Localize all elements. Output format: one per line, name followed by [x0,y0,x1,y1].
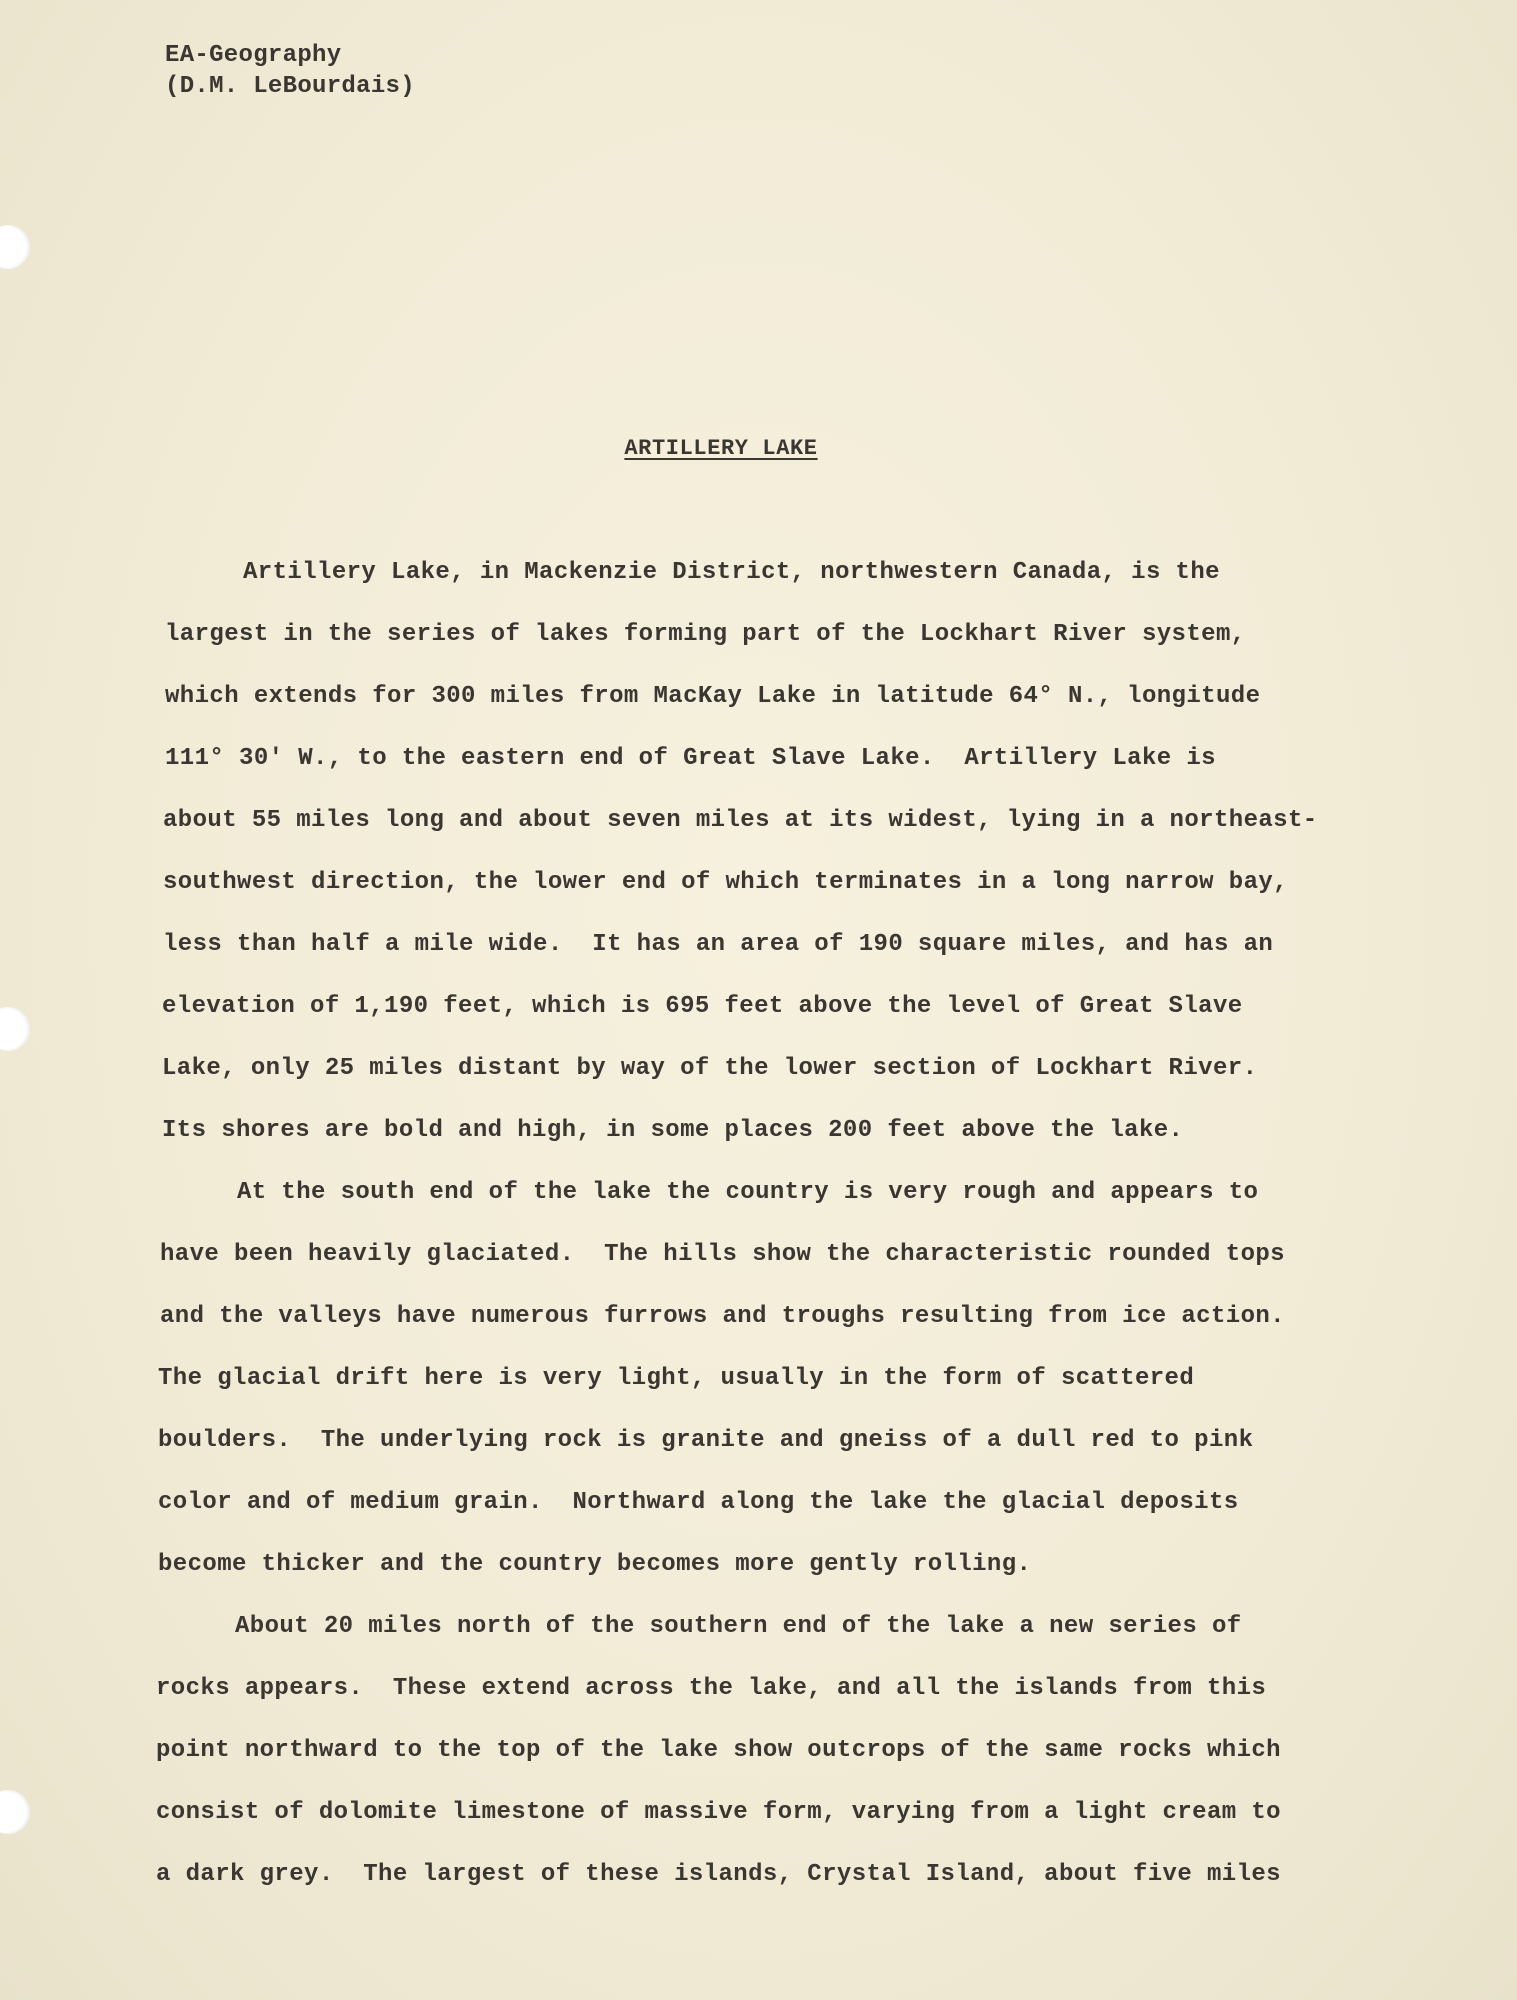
text-line: and the valleys have numerous furrows and troughs resulting from ice action. [160,1303,1285,1330]
text-line: less than half a mile wide. It has an area of 190 square miles, and has an [163,931,1274,958]
text-line: Lake, only 25 miles distant by way of the lower section of Lockhart River. [162,1055,1258,1082]
text-line: which extends for 300 miles from MacKay Lake in latitude 64° N., longitude [165,683,1261,710]
text-line: At the south end of the lake the country is very rough and appears to [237,1179,1259,1206]
text-line: elevation of 1,190 feet, which is 695 feet above the level of Great Slave [162,993,1243,1020]
text-line: 111° 30' W., to the eastern end of Great Slave Lake. Artillery Lake is [165,745,1216,772]
text-line: about 55 miles long and about seven miles at its widest, lying in a northeast- [163,807,1318,834]
header-author: (D.M. LeBourdais) [165,73,415,100]
document-header [165,40,415,102]
text-line: become thicker and the country becomes more gently rolling. [158,1551,1032,1578]
text-line: consist of dolomite limestone of massive form, varying from a light cream to [156,1799,1281,1826]
punch-hole [0,1007,30,1051]
text-line: The glacial drift here is very light, usually in the form of scattered [158,1365,1195,1392]
header-subject: EA-Geography [165,42,342,69]
text-line: boulders. The underlying rock is granite and gneiss of a dull red to pink [158,1427,1254,1454]
text-line: point northward to the top of the lake show outcrops of the same rocks which [156,1737,1281,1764]
text-line: southwest direction, the lower end of which terminates in a long narrow bay, [163,869,1288,896]
page-title: ARTILLERY LAKE [624,436,818,461]
text-line: have been heavily glaciated. The hills show the characteristic rounded tops [160,1241,1285,1268]
text-line: rocks appears. These extend across the lake, and all the islands from this [156,1675,1267,1702]
text-line: a dark grey. The largest of these islands, Crystal Island, about five miles [156,1861,1281,1888]
text-line: Its shores are bold and high, in some places 200 feet above the lake. [162,1117,1184,1144]
punch-hole [0,1790,30,1834]
text-line: About 20 miles north of the southern end of the lake a new series of [235,1613,1242,1640]
text-line: largest in the series of lakes forming part of the Lockhart River system, [165,621,1246,648]
text-line: Artillery Lake, in Mackenzie District, northwestern Canada, is the [243,559,1220,586]
punch-hole [0,225,30,269]
text-line: color and of medium grain. Northward along the lake the glacial deposits [158,1489,1239,1516]
